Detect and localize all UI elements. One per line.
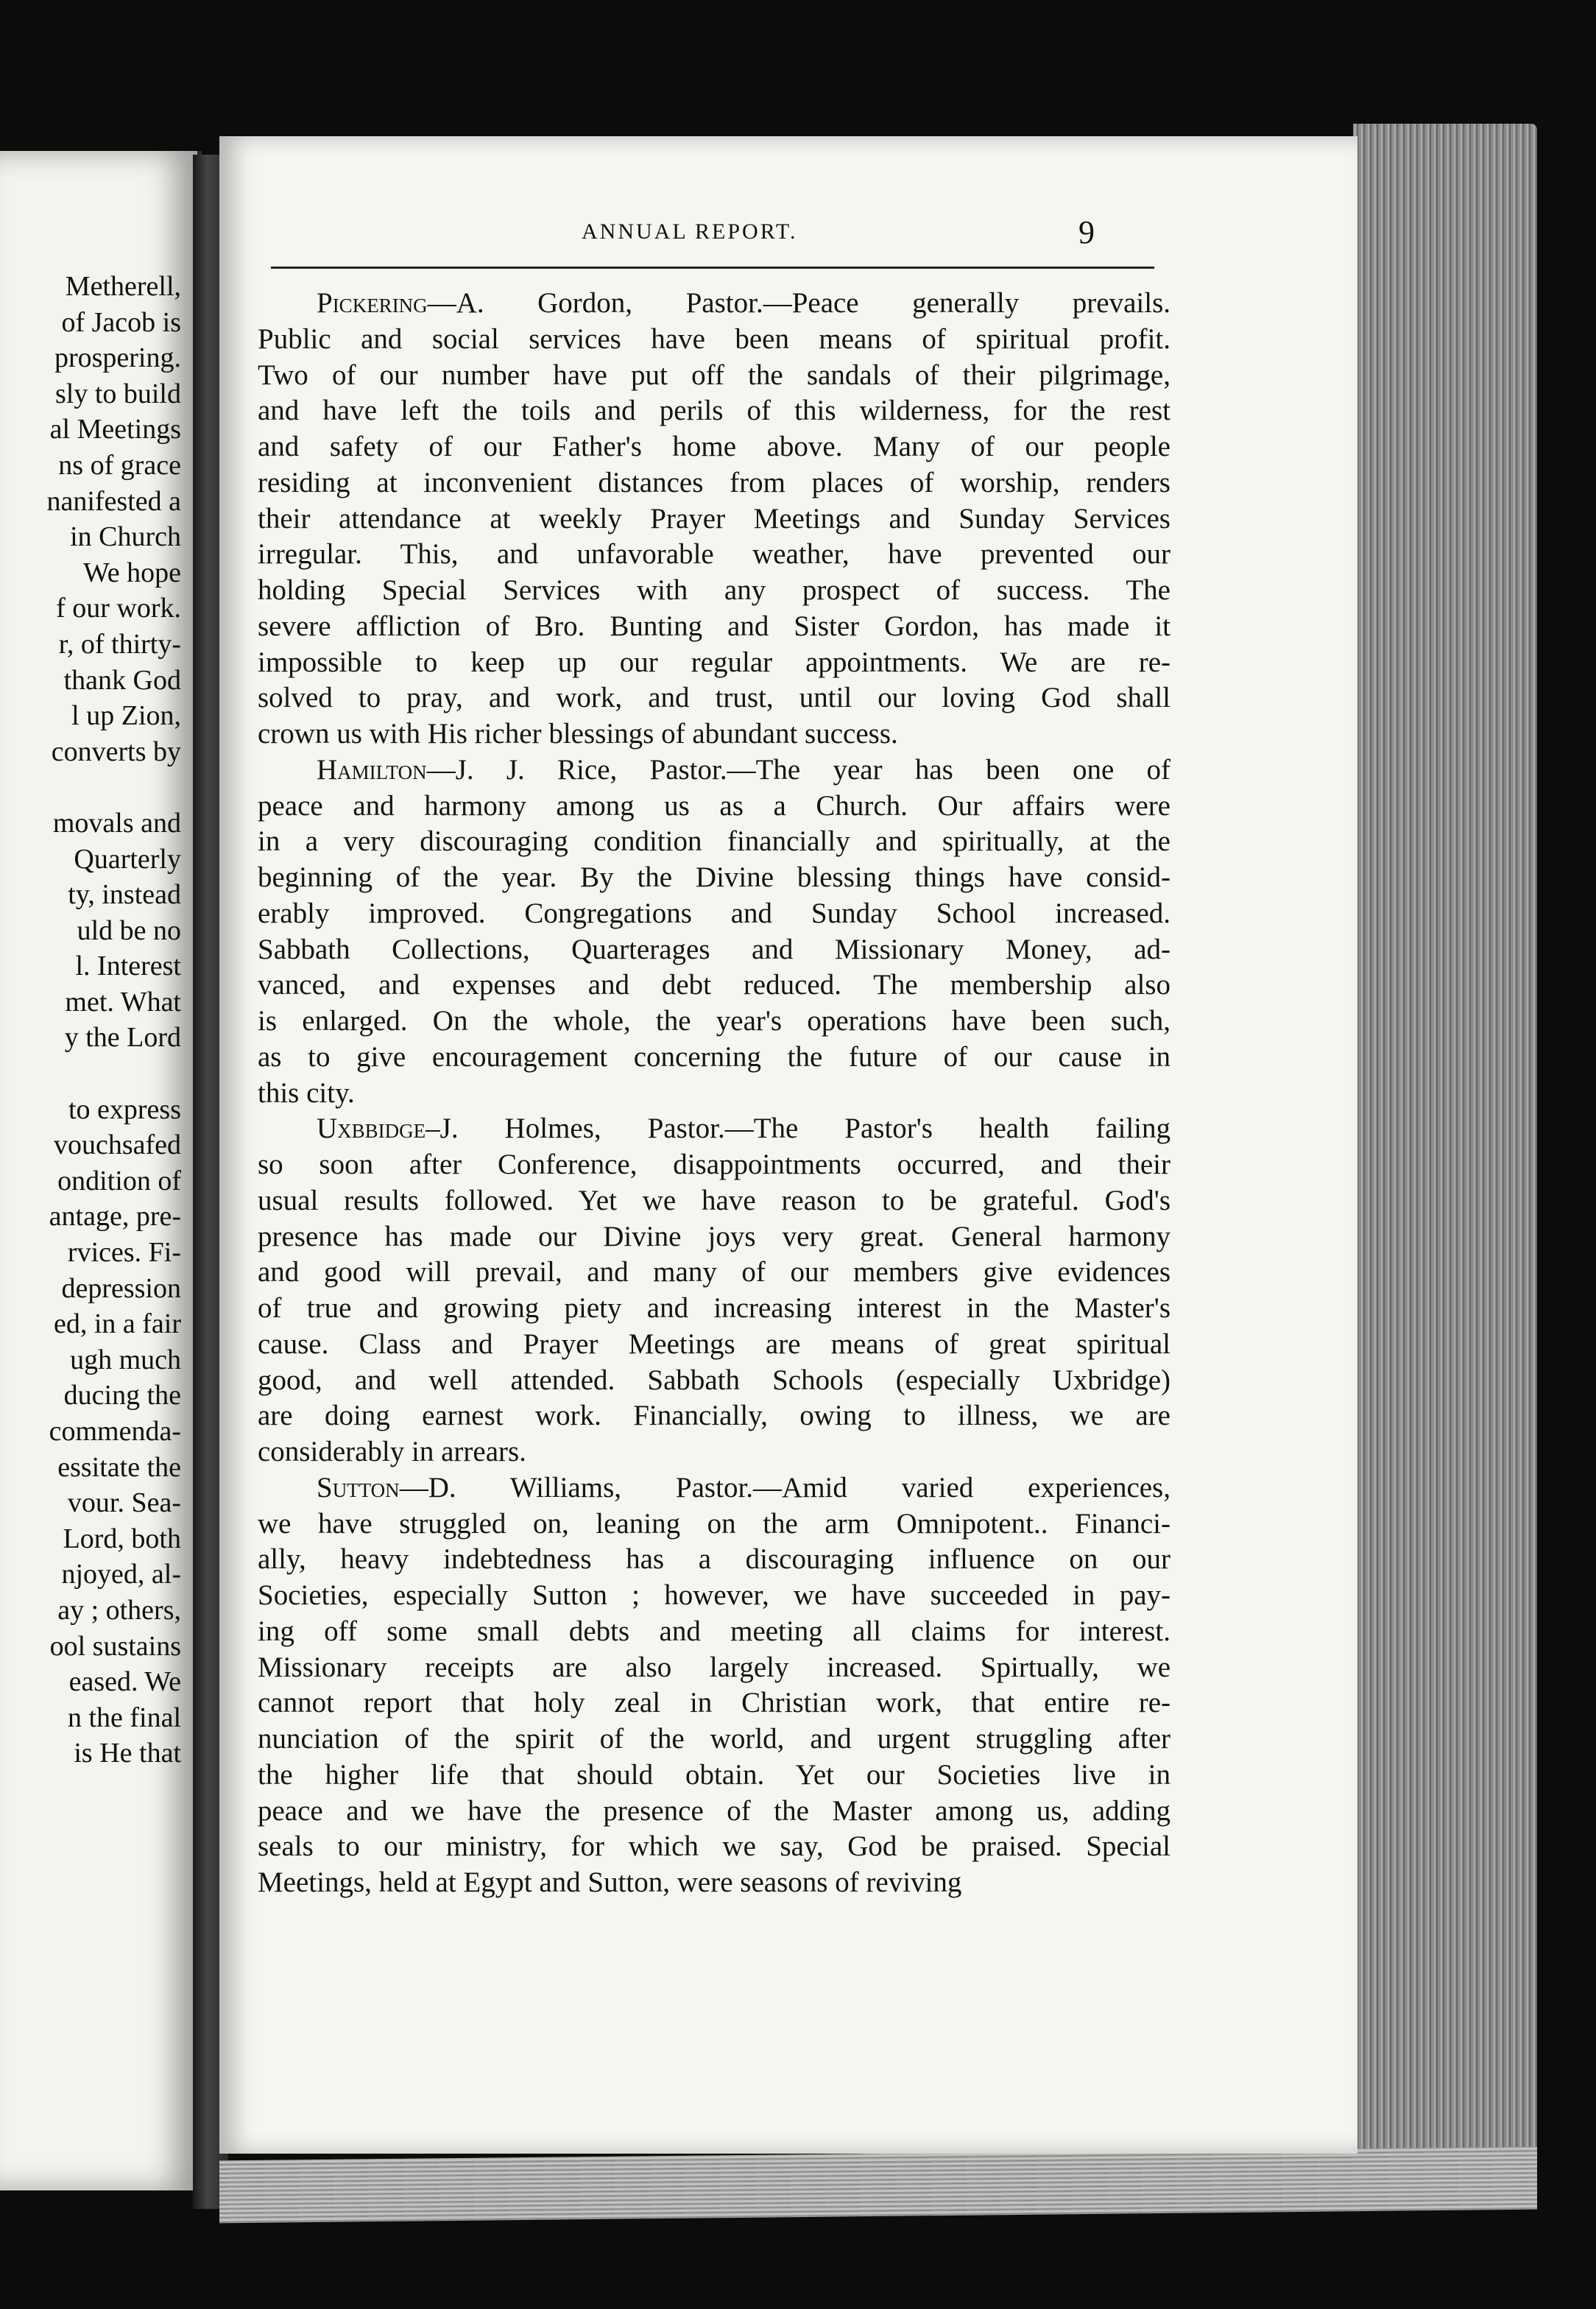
left-page-line: ool sustains <box>49 1630 181 1662</box>
left-page-line: l up Zion, <box>71 700 181 732</box>
line-text: severe affliction of Bro. Bunting and Sister Gordon, has made it <box>258 610 1170 642</box>
text-line <box>258 393 1170 429</box>
line-text: the higher life that should obtain. Yet our Societies live in <box>258 1758 1170 1791</box>
text-line <box>258 967 1170 1004</box>
line-text: and have left the toils and perils of this wilderness, for the rest <box>258 395 1170 427</box>
line-text: good, and well attended. Sabbath Schools (especially Uxbridge) <box>258 1364 1170 1396</box>
left-page-line: to express <box>68 1093 181 1125</box>
text-line <box>258 573 1170 609</box>
text-line <box>258 286 1170 322</box>
line-text: this city. <box>258 1076 355 1109</box>
left-page-line: Lord, both <box>63 1523 181 1554</box>
line-text: of true and growing piety and increasing interest in the Master's <box>258 1292 1170 1324</box>
line-text: in a very discouraging condition financially and spiritually, at the <box>258 825 1170 858</box>
text-line <box>258 501 1170 537</box>
left-page-line: ugh much <box>70 1344 181 1375</box>
text-line <box>258 1829 1170 1865</box>
line-text: Two of our number have put off the sandals of their pilgrimage, <box>258 359 1170 391</box>
left-page-line: essitate the <box>57 1451 181 1483</box>
line-text: we have struggled on, leaning on the arm Omnipotent.. Financi- <box>258 1507 1170 1540</box>
left-page-line: commenda- <box>49 1416 181 1447</box>
text-line <box>258 1578 1170 1614</box>
text-line <box>258 1470 1170 1506</box>
text-line <box>258 1291 1170 1327</box>
left-page-line: of Jacob is <box>61 306 181 338</box>
left-page-line: ns of grace <box>58 449 181 481</box>
text-line <box>258 1183 1170 1219</box>
section-heading: Pickering <box>317 287 428 319</box>
line-text: and good will prevail, and many of our members give evidences <box>258 1256 1170 1289</box>
text-line <box>258 645 1170 681</box>
left-page-line: movals and <box>52 807 181 839</box>
page-edges-right <box>1353 124 1537 2163</box>
left-page-line: in Church <box>70 521 181 553</box>
text-line <box>258 1685 1170 1721</box>
line-text: cannot report that holy zeal in Christian work, that entire re- <box>258 1687 1170 1719</box>
left-page-line: al Meetings <box>49 414 181 445</box>
left-page-line <box>0 769 181 805</box>
text-line <box>258 1542 1170 1578</box>
line-text: ing off some small debts and meeting all claims for interest. <box>258 1615 1170 1647</box>
left-page-line: nanifested a <box>46 485 181 517</box>
left-page-line: prospering. <box>54 342 181 374</box>
text-line <box>258 896 1170 932</box>
section-heading: Sutton <box>317 1471 400 1504</box>
line-text: ally, heavy indebtedness has a discouraging influence on our <box>258 1543 1170 1576</box>
left-page-line: vour. Sea- <box>67 1487 181 1519</box>
line-text: beginning of the year. By the Divine blessing things have consid- <box>258 861 1170 893</box>
report-body <box>258 286 1170 1901</box>
line-text: and safety of our Father's home above. Many of our people <box>258 431 1170 462</box>
line-text: are doing earnest work. Financially, owing to illness, we are <box>258 1400 1170 1432</box>
line-text: residing at inconvenient distances from places of worship, renders <box>258 466 1170 498</box>
line-text: as to give encouragement concerning the future of our cause in <box>258 1040 1170 1073</box>
running-head: ANNUAL REPORT. <box>582 219 798 244</box>
text-line <box>258 1758 1170 1794</box>
text-line <box>258 465 1170 501</box>
line-text: their attendance at weekly Prayer Meetings and Sunday Services <box>258 502 1170 535</box>
line-text: Sabbath Collections, Quarterages and Missionary Money, ad- <box>258 933 1170 965</box>
text-line <box>258 429 1170 465</box>
left-page-line: y the Lord <box>64 1022 181 1054</box>
line-text: crown us with His richer blessings of abundant success. <box>258 718 898 750</box>
text-line <box>258 1111 1170 1147</box>
line-text: –J. Holmes, Pastor.—The Pastor's health failing <box>426 1113 1170 1145</box>
text-line <box>258 1040 1170 1076</box>
text-line <box>258 1219 1170 1255</box>
line-text: irregular. This, and unfavorable weather, have prevented our <box>258 538 1170 571</box>
left-page-line: sly to build <box>54 378 181 409</box>
text-line <box>258 1865 1170 1901</box>
page-number: 9 <box>1078 214 1095 250</box>
page-header <box>265 214 1163 272</box>
left-page-line: Quarterly <box>74 843 181 875</box>
text-line <box>258 1076 1170 1112</box>
text-line <box>258 1794 1170 1830</box>
left-page-line: r, of thirty- <box>58 628 181 660</box>
left-page-line: ty, instead <box>68 879 181 911</box>
left-page-line: uld be no <box>77 914 181 946</box>
text-line <box>258 752 1170 789</box>
text-line <box>258 1147 1170 1183</box>
text-line <box>258 680 1170 716</box>
left-facing-page <box>0 151 202 2190</box>
text-line <box>258 1327 1170 1363</box>
left-page-line: rvices. Fi- <box>67 1237 181 1269</box>
line-text: erably improved. Congregations and Sunday School increased. <box>258 897 1170 929</box>
line-text: is enlarged. On the whole, the year's operations have been such, <box>258 1005 1170 1037</box>
line-text: vanced, and expenses and debt reduced. The membership also <box>258 969 1170 1001</box>
text-line <box>258 1434 1170 1470</box>
line-text: solved to pray, and work, and trust, until our loving God shall <box>258 682 1170 714</box>
line-text: considerably in arrears. <box>258 1436 526 1467</box>
left-page-line: ondition of <box>57 1165 181 1196</box>
text-line <box>258 609 1170 645</box>
left-page-line: njoyed, al- <box>61 1559 181 1590</box>
line-text: usual results followed. Yet we have reason to be grateful. God's <box>258 1184 1170 1216</box>
left-page-line: eased. We <box>68 1666 181 1698</box>
line-text: —J. J. Rice, Pastor.—The year has been one of <box>426 753 1170 786</box>
left-page-line: converts by <box>51 736 181 767</box>
section-heading: Uxbbidge <box>317 1113 426 1145</box>
text-line <box>258 824 1170 860</box>
line-text: cause. Class and Prayer Meetings are means of great spiritual <box>258 1328 1170 1360</box>
line-text: peace and harmony among us as a Church. Our affairs were <box>258 789 1170 822</box>
left-page-line: antage, pre- <box>49 1201 181 1233</box>
line-text: presence has made our Divine joys very great. General harmony <box>258 1220 1170 1252</box>
line-text: —D. Williams, Pastor.—Amid varied experiences, <box>399 1471 1170 1504</box>
text-line <box>258 1255 1170 1291</box>
left-page-line: f our work. <box>56 593 181 624</box>
text-line <box>258 1614 1170 1650</box>
text-line <box>258 358 1170 394</box>
line-text: so soon after Conference, disappointments occurred, and their <box>258 1149 1170 1180</box>
text-line <box>258 1650 1170 1686</box>
line-text: Missionary receipts are also largely increased. Spirtually, we <box>258 1651 1170 1683</box>
text-line <box>258 537 1170 573</box>
left-page-line: vouchsafed <box>53 1129 181 1161</box>
text-line <box>258 1506 1170 1543</box>
left-page-line: l. Interest <box>75 951 181 982</box>
header-rule <box>271 267 1154 269</box>
text-line <box>258 1721 1170 1758</box>
left-page-line: ay ; others, <box>57 1594 181 1626</box>
left-page-line: Metherell, <box>65 271 181 302</box>
left-page-line: n the final <box>67 1702 181 1733</box>
text-line <box>258 1004 1170 1040</box>
line-text: peace and we have the presence of the Master among us, adding <box>258 1794 1170 1827</box>
line-text: Meetings, held at Egypt and Sutton, were seasons of reviving <box>258 1866 962 1898</box>
left-page-line <box>0 1056 181 1092</box>
left-page-line: ed, in a fair <box>53 1308 181 1340</box>
left-page-line: depression <box>61 1272 181 1304</box>
text-line <box>258 1363 1170 1399</box>
left-page-line: ducing the <box>63 1380 181 1411</box>
left-page-line: met. What <box>65 986 181 1018</box>
left-page-line: We hope <box>82 557 181 588</box>
left-page-line: is He that <box>74 1738 181 1769</box>
left-page-line: thank God <box>63 664 181 696</box>
text-line <box>258 322 1170 358</box>
text-line <box>258 932 1170 968</box>
line-text: Societies, especially Sutton ; however, we have succeeded in pay- <box>258 1579 1170 1611</box>
line-text: nunciation of the spirit of the world, and urgent struggling after <box>258 1723 1170 1755</box>
left-page-text <box>0 269 181 1772</box>
line-text: holding Special Services with any prospect of success. The <box>258 574 1170 606</box>
text-line <box>258 789 1170 825</box>
line-text: —A. Gordon, Pastor.—Peace generally prevails. <box>427 287 1170 319</box>
text-line <box>258 860 1170 896</box>
line-text: impossible to keep up our regular appointments. We are re- <box>258 646 1170 678</box>
text-line <box>258 1398 1170 1434</box>
section-heading: Hamilton <box>317 753 427 786</box>
line-text: seals to our ministry, for which we say, God be praised. Special <box>258 1830 1170 1863</box>
text-line <box>258 716 1170 752</box>
page-edges-bottom <box>219 2147 1537 2224</box>
line-text: Public and social services have been means of spiritual profit. <box>258 322 1170 355</box>
